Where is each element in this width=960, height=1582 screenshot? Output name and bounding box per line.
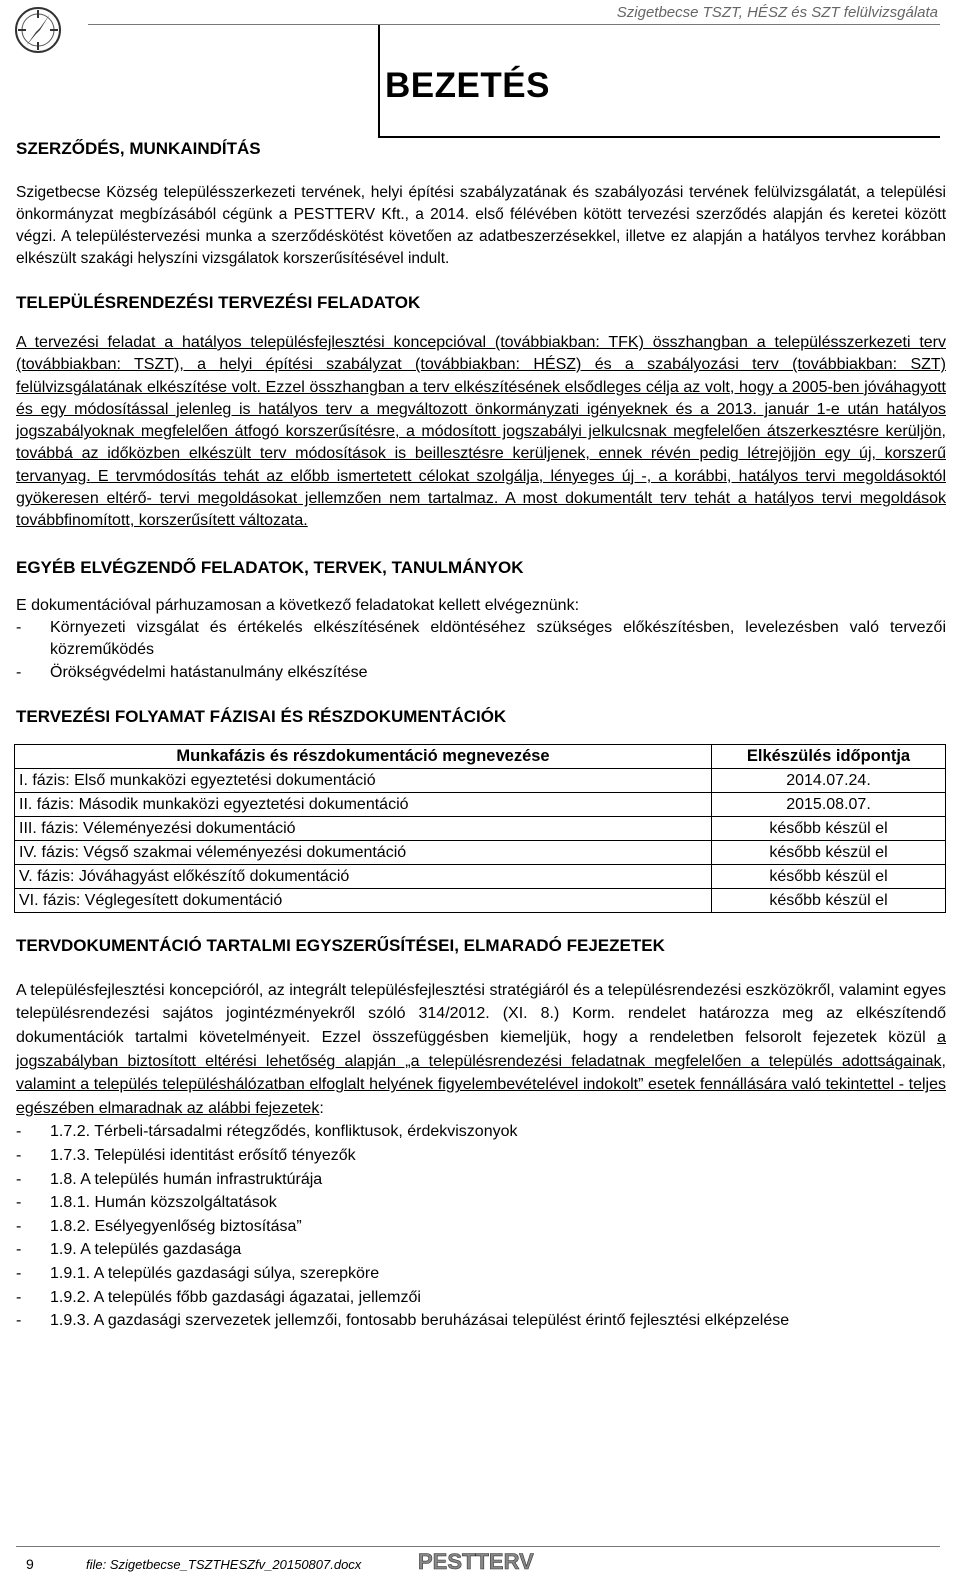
simplifications-colon: :: [319, 1099, 324, 1117]
list-item: - 1.9. A település gazdasága: [16, 1241, 242, 1259]
date-cell: később készül el: [712, 840, 946, 864]
section-heading-planning-tasks: TELEPÜLÉSRENDEZÉSI TERVEZÉSI FELADATOK: [16, 293, 421, 312]
list-item: - 1.8.2. Esélyegyenlőség biztosítása”: [16, 1217, 302, 1235]
compass-logo-icon: [12, 4, 64, 56]
date-cell: 2014.07.24.: [712, 768, 946, 792]
list-item: - 1.7.3. Települési identitást erősítő tényezők: [16, 1147, 356, 1165]
planning-text-part-4: E tervmódosítás tehát az előbb ismertetett célokat szolgálja, lényeges új -, a korábbi, hatályos tervi megoldásoktól gyökeresen eltérő- tervi megoldásokat jellemzően nem tartalmaz.: [16, 467, 946, 508]
phase-cell: II. fázis: Második munkaközi egyeztetési dokumentáció: [15, 792, 712, 816]
section-body-planning-tasks: [16, 332, 946, 533]
list-item: - 1.9.3. A gazdasági szervezetek jellemzői, fontosabb beruházásai települést érintő fejlesztési elképzelése: [16, 1312, 790, 1330]
footer-rule: [16, 1546, 940, 1547]
list-item: - 1.9.2. A település főbb gazdasági ágazatai, jellemzői: [16, 1288, 421, 1306]
section-heading-other-tasks: EGYÉB ELVÉGZENDŐ FELADATOK, TERVEK, TANULMÁNYOK: [16, 557, 524, 577]
other-tasks-intro: E dokumentációval párhuzamosan a következő feladatokat kellett elvégeznünk:: [16, 596, 580, 614]
planning-text-part-5: A most dokumentált terv tehát a hatályos tervi megoldások továbbfinomított, korszerűsített változata.: [16, 490, 947, 530]
section-heading-simplifications: TERVDOKUMENTÁCIÓ TARTALMI EGYSZERŰSÍTÉSEI, ELMARADÓ FEJEZETEK: [16, 935, 665, 955]
phase-cell: IV. fázis: Végső szakmai véleményezési dokumentáció: [15, 840, 712, 864]
list-item: - 1.8.1. Humán közszolgáltatások: [16, 1194, 277, 1212]
planning-text-part-2: Ezzel összhangban a terv elkészítésének elsődleges célja az volt, hogy a 2005-ben jóváhagyott és egy módosítással jelenleg is hatályos terv a megváltozott önkormányzati igényeknek és a 2013.: [16, 378, 946, 418]
table-row: [15, 816, 946, 840]
planning-text-part-1: A tervezési feladat a hatályos településfejlesztési koncepcióval (továbbiakban: TFK) összhangban a településszerkezeti terv (továbbiakban: TSZT), a helyi építési szabályzat (továbbiakban: HÉSZ) és a szabályozási terv (továbbiakban: SZT) felülvizsgálatának elkészítése volt.: [16, 334, 946, 396]
page-footer: [0, 1540, 960, 1582]
table-row: [15, 840, 946, 864]
phases-table: [14, 744, 946, 913]
date-cell: később készül el: [712, 888, 946, 912]
header-rule: [88, 24, 940, 25]
pestterv-logo-icon: [418, 1549, 536, 1573]
table-row: [15, 888, 946, 912]
omitted-chapters-list: [16, 1120, 946, 1332]
brand-wordmark: PESTTERV: [418, 1549, 534, 1573]
date-cell: később készül el: [712, 864, 946, 888]
date-cell: később készül el: [712, 816, 946, 840]
other-tasks-list: [16, 617, 946, 684]
simplifications-underlined-text: a jogszabályban biztosított eltérési lehetőség alapján „a településrendezési feladatnak megfelelően a település adottságainak, valamint a település településhálózatban elfoglalt helyének figyelembevételével indokolt” esetek fennállására való tekintettel - teljes egészében elmaradnak az alábbi fejezetek: [16, 1029, 946, 1117]
phase-cell: I. fázis: Első munkaközi egyeztetési dokumentáció: [15, 768, 712, 792]
chapter-box-left-border: [378, 25, 380, 137]
list-item: - Örökségvédelmi hatástanulmány elkészítése: [16, 663, 368, 681]
planning-text-part-3: január 1-e után hatályos jogszabályoknak megfelelően átfogó korszerűsítésre, a módosított jogszabályi jelkulcsnak megfelelően átszerkesztésre kerüljön, továbbá az időközben elkészült terv módosítások is beillesztésre kerüljenek, ennek révén pedig létrejöjjön egy új, korszerű tervanyag.: [16, 400, 946, 485]
column-header-phase: Munkafázis és részdokumentáció megnevezése: [15, 744, 712, 768]
table-header-row: [15, 744, 946, 768]
simplifications-body: [16, 979, 946, 1121]
list-item: - 1.9.1. A település gazdasági súlya, szerepköre: [16, 1264, 380, 1282]
main-content: [16, 128, 946, 1333]
page-number: 9: [26, 1556, 34, 1572]
list-item: - 1.8. A település humán infrastruktúrája: [16, 1170, 323, 1188]
phase-cell: III. fázis: Véleményezési dokumentáció: [15, 816, 712, 840]
table-row: [15, 792, 946, 816]
column-header-date: Elkészülés időpontja: [712, 744, 946, 768]
file-name: file: Szigetbecse_TSZTHESZfv_20150807.docx: [86, 1557, 362, 1572]
table-row: [15, 864, 946, 888]
running-header-title: Szigetbecse TSZT, HÉSZ és SZT felülvizsgálata: [616, 4, 938, 21]
date-cell: 2015.08.07.: [712, 792, 946, 816]
section-heading-phases: TERVEZÉSI FOLYAMAT FÁZISAI ÉS RÉSZDOKUMENTÁCIÓK: [16, 706, 507, 726]
table-row: [15, 768, 946, 792]
section-body-contract: Szigetbecse Község településszerkezeti tervének, helyi építési szabályzatának és szabályozási tervének felülvizsgálatát, a települési önkormányzat megbízásából cégünk a PESTTERV Kft., a 2014. első félévében kötött tervezési szerződés alapján és keretei között végzi. A településtervezési munka a szerződéskötést követően az adatbeszerzésekkel, illetve ez alapján a hatályos tervhez korábban elkészült szakági helyszíni vizsgálatok korszerűsítésével indult.: [16, 184, 946, 267]
phase-cell: V. fázis: Jóváhagyást előkészítő dokumentáció: [15, 864, 712, 888]
list-item: - 1.7.2. Térbeli-társadalmi rétegződés, konfliktusok, érdekviszonyok: [16, 1123, 518, 1141]
phase-cell: VI. fázis: Véglegesített dokumentáció: [15, 888, 712, 912]
section-heading-contract: SZERZŐDÉS, MUNKAINDÍTÁS: [16, 139, 261, 158]
chapter-title: BEZETÉS: [385, 66, 550, 105]
simplifications-text: A településfejlesztési koncepcióról, az integrált településfejlesztési stratégiáról és a településrendezési eszközökről, valamint egyes településrendezési sajátos jogintézményekről szóló 314/2012. (XI. 8.) Korm. rendelet határozza meg az elkészítendő dokumentációk tartalmi követelményeit. Ezzel összefüggésben kiemeljük, hogy a rendeletben felsorolt fejezetek közül: [16, 981, 946, 1047]
list-item: - Környezeti vizsgálat és értékelés elkészítésének eldöntéséhez szükséges előkészítésben, levelezésben való tervezői közreműködés: [16, 618, 946, 659]
